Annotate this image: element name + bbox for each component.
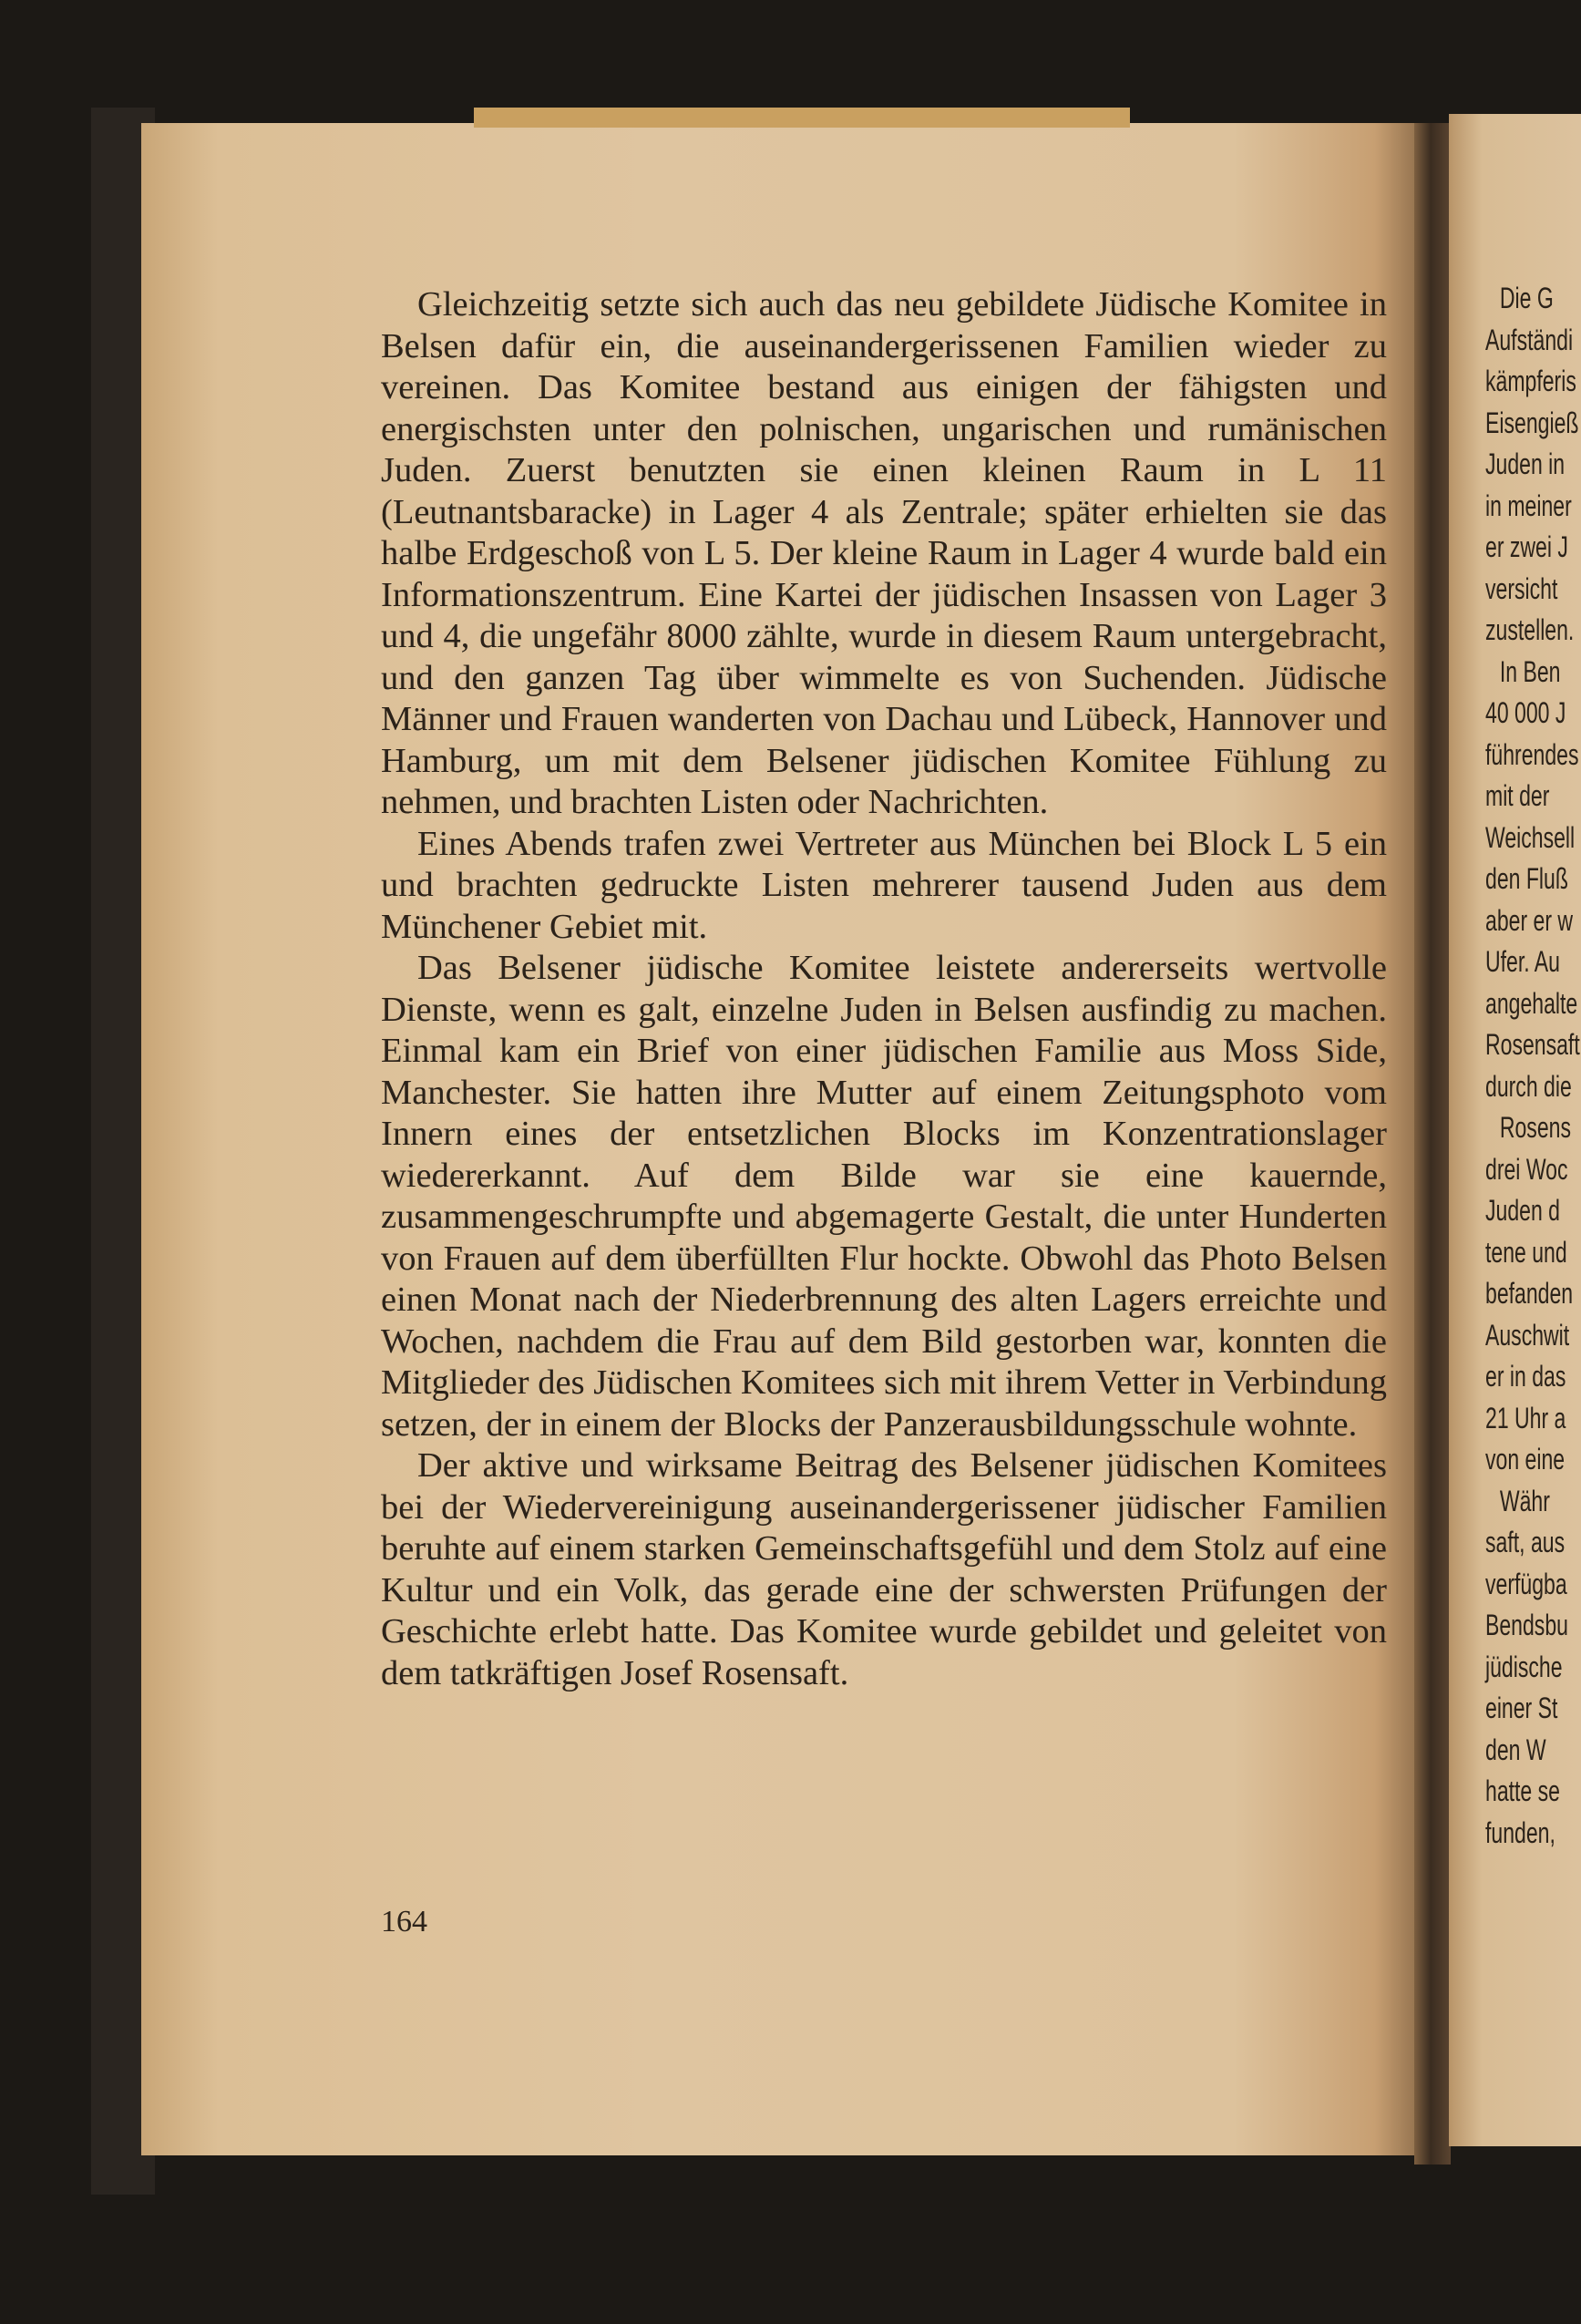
right-page-line: Juden d xyxy=(1485,1194,1560,1227)
right-page-line: verfügba xyxy=(1485,1567,1567,1600)
right-page-line: 21 Uhr a xyxy=(1485,1401,1566,1435)
left-page-text xyxy=(381,284,1387,1694)
right-page-line: in meiner xyxy=(1485,488,1572,522)
right-page-line: versicht xyxy=(1485,571,1558,605)
right-page-line: angehalte xyxy=(1485,986,1578,1020)
right-page-line: hatte se xyxy=(1485,1774,1560,1807)
right-page-line: Rosensaft xyxy=(1485,1028,1580,1061)
paragraph: Das Belsener jüdische Komitee leistete andererseits wertvolle Dienste, wenn es galt, einzelne Juden in Belsen ausfindig zu machen. Einmal kam ein Brief von einer jüdischen Familie aus Moss Side, Manchester. Sie hatten ihre Mutter auf einem Zeitungsphoto vom Innern eines der entsetzlichen Blocks im Konzentrationslager wiedererkannt. Auf dem Bilde war sie eine kauernde, zusammengeschrumpfte und abgemagerte Gestalt, die unter Hunderten von Frauen auf dem überfüllten Flur hockte. Obwohl das Photo Belsen einen Monat nach der Niederbrennung des alten Lagers erreichte und Wochen, nachdem die Frau auf dem Bild gestorben war, konnten die Mitglieder des Jüdischen Komitees sich mit ihrem Vetter in Verbindung setzen, der in einem der Blocks der Panzerausbildungsschule wohnte. xyxy=(381,949,1387,1444)
right-page-line: von eine xyxy=(1485,1443,1566,1476)
right-page-line: er in das xyxy=(1485,1360,1566,1393)
right-page-line: Juden in xyxy=(1485,447,1566,480)
right-page-line: Weichsell xyxy=(1485,820,1576,854)
right-page-line: er zwei J xyxy=(1485,530,1568,563)
right-page-line: führendes xyxy=(1485,737,1579,771)
right-page-line: Die G xyxy=(1499,282,1554,314)
right-page-text xyxy=(1485,278,1580,1854)
right-page-line: Eisengieß xyxy=(1485,406,1579,439)
paragraph: Gleichzeitig setzte sich auch das neu gebildete Jüdische Komitee in Belsen dafür ein, die auseinandergerissenen Familien wieder zu vereinen. Das Komitee bestand aus einigen der fähigsten und energischsten unter den polnischen, ungarischen und rumänischen Juden. Zuerst benutzten sie einen kleinen Raum in L 11 (Leutnantsbaracke) in Lager 4 als Zentrale; später erhielten sie das halbe Erdgeschoß von L 5. Der kleine Raum in Lager 4 wurde bald ein Informationszentrum. Eine Kartei der jüdischen Insassen von Lager 3 und 4, die ungefähr 8000 zählte, wurde in diesem Raum untergebracht, und den ganzen Tag über wimmelte es von Suchenden. Jüdische Männer und Frauen wanderten von Dachau und Lübeck, Hannover und Hamburg, um mit dem Belsener jüdischen Komitee Fühlung zu nehmen, und brachten Listen oder Nachrichten. xyxy=(381,285,1387,821)
right-page-line: durch die xyxy=(1485,1069,1572,1103)
right-page-line: jüdische xyxy=(1485,1650,1563,1683)
right-page-line: saft, aus xyxy=(1485,1526,1566,1558)
page-top-edge xyxy=(474,108,1130,128)
right-page-line: zustellen. xyxy=(1485,613,1575,646)
paragraph: Eines Abends trafen zwei Vertreter aus München bei Block L 5 ein und brachten gedruckte Listen mehrerer tausend Juden aus dem Münchener Gebiet mit. xyxy=(381,824,1387,946)
right-page-line: mit der xyxy=(1485,779,1550,812)
right-page-line: Bendsbu xyxy=(1485,1609,1568,1641)
right-page-line: funden, xyxy=(1485,1815,1555,1849)
right-page-line: den Fluß xyxy=(1485,862,1568,895)
right-page-line: Ufer. Au xyxy=(1485,945,1560,978)
right-page-line: Rosens xyxy=(1499,1111,1571,1144)
book-gutter xyxy=(1414,123,1451,2165)
right-page-line: drei Woc xyxy=(1485,1152,1568,1186)
right-page-line: den W xyxy=(1485,1733,1546,1766)
right-page xyxy=(1449,114,1581,2146)
right-page-line: In Ben xyxy=(1499,654,1561,688)
right-page-line: kämpferis xyxy=(1485,365,1576,397)
right-page-line: befanden xyxy=(1485,1277,1574,1310)
right-page-line: Aufständi xyxy=(1485,323,1574,356)
right-page-line: einer St xyxy=(1485,1692,1558,1724)
right-page-line: 40 000 J xyxy=(1485,696,1566,729)
page-number: 164 xyxy=(381,1905,427,1938)
right-page-line: tene und xyxy=(1485,1235,1567,1269)
right-page-line: Währ xyxy=(1499,1484,1550,1517)
right-page-line: aber er w xyxy=(1485,903,1574,937)
paragraph: Der aktive und wirksame Beitrag des Belsener jüdischen Komitees bei der Wiedervereinigung auseinandergerissener jüdischer Familien beruhte auf einem starken Gemeinschaftsgefühl und dem Stolz auf eine Kultur und ein Volk, das gerade eine der schwersten Prüfungen der Geschichte erlebt hatte. Das Komitee wurde gebildet und geleitet von dem tatkräftigen Josef Rosensaft. xyxy=(381,1446,1387,1692)
right-page-line: Auschwit xyxy=(1485,1318,1570,1352)
